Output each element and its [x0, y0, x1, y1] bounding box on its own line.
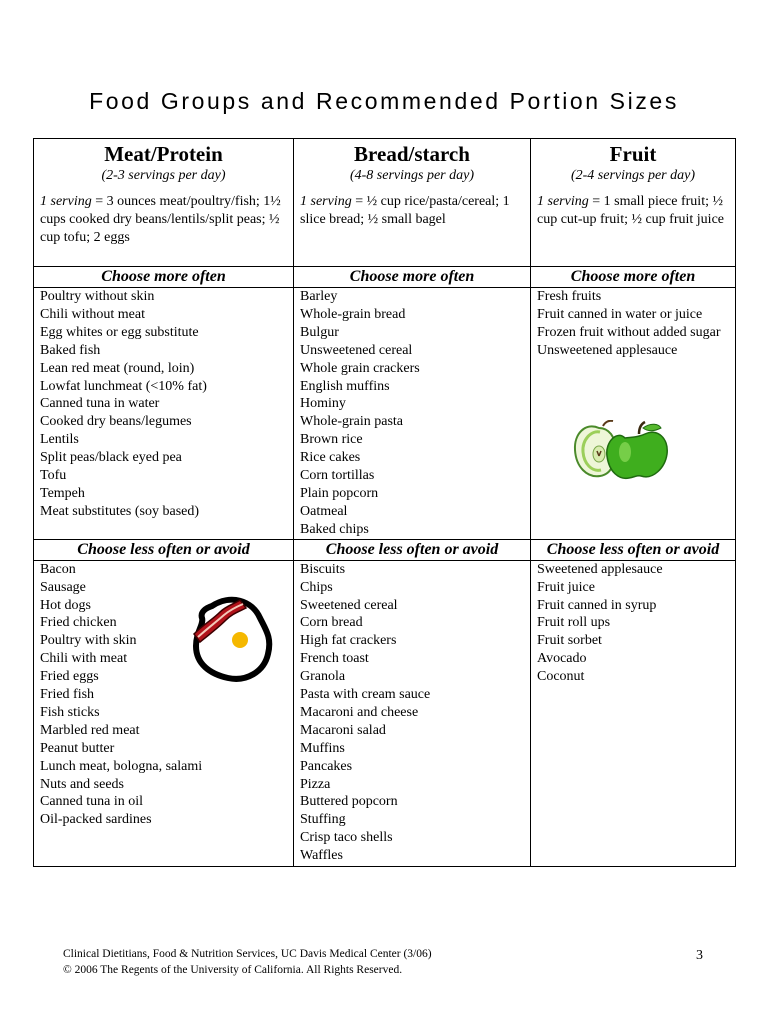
fruit-less-cell	[531, 560, 736, 866]
list-item: Rice cakes	[300, 450, 361, 466]
choose-less-row	[34, 560, 736, 866]
list-item: Fruit sorbet	[537, 633, 602, 649]
list-item: Fruit juice	[537, 579, 595, 595]
list-item: Cooked dry beans/legumes	[40, 414, 192, 430]
list-item: Fresh fruits	[537, 289, 602, 304]
group-name: Meat/Protein	[104, 142, 223, 166]
choose-more-heading: Choose more often	[34, 267, 294, 288]
serving-definition	[300, 193, 524, 229]
list-item: French toast	[300, 651, 369, 667]
list-item: Whole-grain pasta	[300, 414, 404, 430]
list-item: Stuffing	[300, 812, 346, 828]
list-item: Whole grain crackers	[300, 360, 420, 376]
food-list	[300, 561, 524, 865]
fruit-more-cell	[531, 288, 736, 540]
list-item: Meat substitutes (soy based)	[40, 503, 200, 519]
choose-more-heading: Choose more often	[294, 267, 531, 288]
food-groups-table	[33, 138, 736, 867]
choose-more-heading: Choose more often	[531, 267, 736, 288]
list-item: Unsweetened cereal	[300, 342, 413, 358]
list-item: Muffins	[300, 740, 345, 756]
footer-credit: Clinical Dietitians, Food & Nutrition Services, UC Davis Medical Center (3/06)	[63, 948, 432, 960]
serving-label: 1 serving	[537, 194, 589, 209]
list-item: Sweetened applesauce	[537, 561, 663, 577]
list-item: Unsweetened applesauce	[537, 342, 678, 358]
list-item: Split peas/black eyed pea	[40, 450, 182, 466]
choose-more-row	[34, 288, 736, 540]
list-item: Hot dogs	[40, 597, 91, 613]
list-item: Baked chips	[300, 521, 369, 537]
list-item: Egg whites or egg substitute	[40, 324, 199, 340]
list-item: Fruit canned in syrup	[537, 597, 657, 613]
list-item: Fruit canned in water or juice	[537, 306, 703, 322]
fruit-header-cell	[531, 139, 736, 267]
list-item: Buttered popcorn	[300, 794, 398, 810]
serving-label: 1 serving	[40, 194, 92, 209]
page-title: Food Groups and Recommended Portion Sizes	[89, 88, 679, 114]
list-item: Canned tuna in oil	[40, 794, 144, 810]
bread-less-cell	[294, 560, 531, 866]
list-item: Lunch meat, bologna, salami	[40, 758, 203, 774]
footer	[63, 946, 432, 978]
list-item: Bacon	[40, 561, 76, 577]
meat-less-cell	[34, 560, 294, 866]
group-name: Fruit	[609, 142, 657, 166]
list-item: Poultry with skin	[40, 633, 137, 649]
list-item: Pizza	[300, 776, 331, 792]
list-item: Granola	[300, 669, 346, 685]
list-item: Plain popcorn	[300, 485, 379, 501]
list-item: Macaroni and cheese	[300, 704, 419, 720]
serving-text: = 1 small piece fruit; ½ cup cut-up fruit; ½ cup fruit juice	[537, 194, 724, 227]
food-list	[40, 288, 287, 521]
choose-less-header-row	[34, 539, 736, 560]
list-item: Poultry without skin	[40, 289, 155, 304]
list-item: Brown rice	[300, 432, 363, 448]
list-item: Coconut	[537, 669, 585, 685]
choose-less-heading: Choose less often or avoid	[531, 539, 736, 560]
meat-more-cell	[34, 288, 294, 540]
servings-per-day: (4-8 servings per day)	[349, 168, 475, 183]
list-item: Pancakes	[300, 758, 353, 774]
choose-less-heading: Choose less often or avoid	[294, 539, 531, 560]
list-item: Marbled red meat	[40, 722, 140, 738]
list-item: Pasta with cream sauce	[300, 687, 431, 703]
list-item: Avocado	[537, 651, 587, 667]
group-name: Bread/starch	[354, 142, 470, 166]
list-item: Hominy	[300, 396, 346, 412]
list-item: Chips	[300, 579, 333, 595]
list-item: Fried chicken	[40, 615, 117, 631]
list-item: Frozen fruit without added sugar	[537, 324, 721, 340]
list-item: Chili with meat	[40, 651, 128, 667]
list-item: Fried eggs	[40, 669, 99, 685]
choose-more-header-row	[34, 267, 736, 288]
servings-per-day: (2-4 servings per day)	[570, 168, 696, 183]
meat-header-cell	[34, 139, 294, 267]
list-item: Sweetened cereal	[300, 597, 398, 613]
serving-text: = ½ cup rice/pasta/cereal; 1 slice bread; ½ small bagel	[300, 194, 510, 227]
bread-header-cell	[294, 139, 531, 267]
bread-more-cell	[294, 288, 531, 540]
list-item: Nuts and seeds	[40, 776, 124, 792]
list-item: Oatmeal	[300, 503, 348, 519]
serving-label: 1 serving	[300, 194, 352, 209]
servings-per-day: (2-3 servings per day)	[101, 168, 226, 183]
list-item: Oil-packed sardines	[40, 812, 152, 828]
list-item: Bulgur	[300, 324, 339, 340]
list-item: Lean red meat (round, loin)	[40, 360, 195, 376]
list-item: Fruit roll ups	[537, 615, 611, 631]
list-item: Tempeh	[40, 485, 85, 501]
list-item: Fried fish	[40, 687, 95, 703]
food-list	[537, 288, 729, 360]
list-item: Lowfat lunchmeat (<10% fat)	[40, 378, 207, 394]
green-apple-icon	[573, 420, 681, 482]
footer-copyright: © 2006 The Regents of the University of California. All Rights Reserved.	[63, 964, 403, 976]
serving-definition	[40, 193, 287, 247]
bacon-and-egg-icon	[190, 594, 276, 684]
list-item: High fat crackers	[300, 633, 397, 649]
list-item: Lentils	[40, 432, 79, 448]
list-item: Tofu	[40, 468, 67, 484]
page-number: 3	[696, 948, 703, 963]
list-item: Baked fish	[40, 342, 101, 358]
list-item: Sausage	[40, 579, 86, 595]
list-item: Macaroni salad	[300, 722, 386, 738]
list-item: Whole-grain bread	[300, 306, 406, 322]
list-item: Chili without meat	[40, 306, 145, 322]
choose-less-heading: Choose less often or avoid	[34, 539, 294, 560]
serving-text: = 3 ounces meat/poultry/fish; 1½ cups cooked dry beans/lentils/split peas; ½ cup tofu; 2 eggs	[40, 194, 281, 245]
list-item: Biscuits	[300, 561, 346, 577]
list-item: Corn bread	[300, 615, 363, 631]
food-list	[537, 561, 729, 686]
list-item: Canned tuna in water	[40, 396, 160, 412]
food-list	[300, 288, 524, 539]
list-item: Crisp taco shells	[300, 830, 393, 846]
list-item: Corn tortillas	[300, 468, 375, 484]
list-item: Waffles	[300, 848, 343, 864]
list-item: Fish sticks	[40, 704, 100, 720]
list-item: Peanut butter	[40, 740, 115, 756]
list-item: English muffins	[300, 378, 390, 394]
serving-definition	[537, 193, 729, 229]
group-header-row	[34, 139, 736, 267]
list-item: Barley	[300, 289, 338, 304]
